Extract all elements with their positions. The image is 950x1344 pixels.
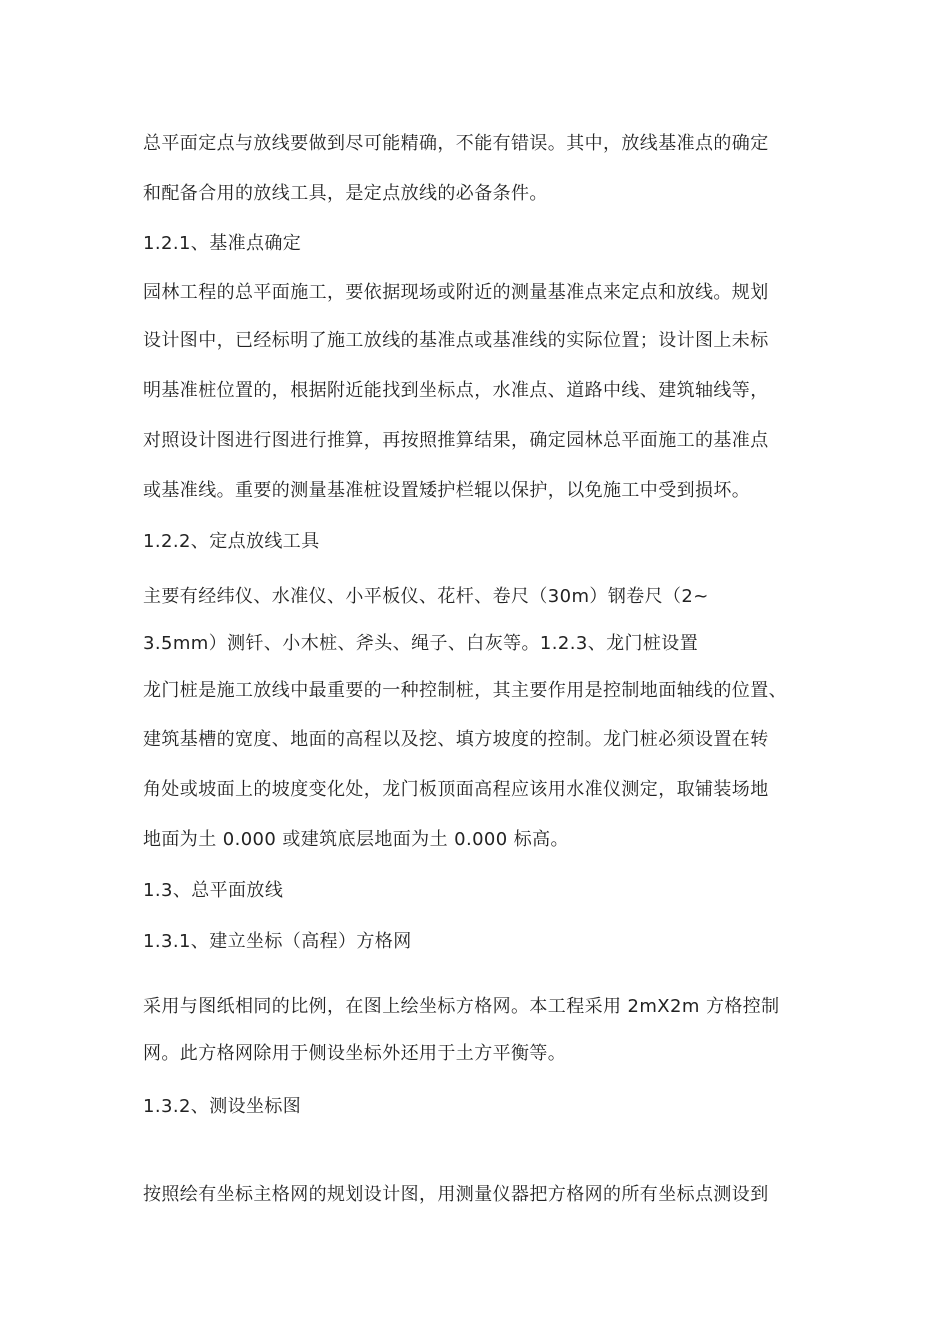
paragraph-line: 主要有经纬仪、水准仪、小平板仪、花杆、卷尺（30m）钢卷尺（2~	[143, 586, 709, 607]
paragraph-line: 建筑基槽的宽度、地面的高程以及挖、填方坡度的控制。龙门桩必须设置在转	[143, 729, 769, 750]
paragraph-line: 角处或坡面上的坡度变化处，龙门板顶面高程应该用水准仪测定，取铺装场地	[143, 779, 769, 800]
paragraph-line: 采用与图纸相同的比例，在图上绘坐标方格网。本工程采用 2mX2m 方格控制	[143, 996, 780, 1017]
paragraph-line: 设计图中，已经标明了施工放线的基准点或基准线的实际位置；设计图上未标	[143, 330, 769, 351]
paragraph-line: 和配备合用的放线工具，是定点放线的必备条件。	[143, 183, 548, 204]
paragraph-line: 总平面定点与放线要做到尽可能精确，不能有错误。其中，放线基准点的确定	[143, 133, 769, 154]
paragraph-line: 明基准桩位置的，根据附近能找到坐标点，水准点、道路中线、建筑轴线等，	[143, 380, 769, 401]
paragraph-line: 或基准线。重要的测量基准桩设置矮护栏辊以保护，以免施工中受到损坏。	[143, 480, 751, 501]
section-heading: 1.2.2、定点放线工具	[143, 531, 320, 552]
section-heading: 1.3、总平面放线	[143, 880, 284, 901]
paragraph-line: 园林工程的总平面施工，要依据现场或附近的测量基准点来定点和放线。规划	[143, 282, 769, 303]
paragraph-line: 龙门桩是施工放线中最重要的一种控制桩，其主要作用是控制地面轴线的位置、	[143, 680, 787, 701]
section-heading: 1.3.1、建立坐标（高程）方格网	[143, 931, 412, 952]
paragraph-line: 对照设计图进行图进行推算，再按照推算结果，确定园林总平面施工的基准点	[143, 430, 769, 451]
paragraph-line: 3.5mm）测钎、小木桩、斧头、绳子、白灰等。1.2.3、龙门桩设置	[143, 633, 699, 654]
paragraph-line: 按照绘有坐标主格网的规划设计图，用测量仪器把方格网的所有坐标点测设到	[143, 1184, 769, 1205]
section-heading: 1.3.2、测设坐标图	[143, 1096, 302, 1117]
paragraph-line: 网。此方格网除用于侧设坐标外还用于土方平衡等。	[143, 1043, 567, 1064]
paragraph-line: 地面为土 0.000 或建筑底层地面为土 0.000 标高。	[143, 829, 569, 850]
section-heading: 1.2.1、基准点确定	[143, 233, 302, 254]
